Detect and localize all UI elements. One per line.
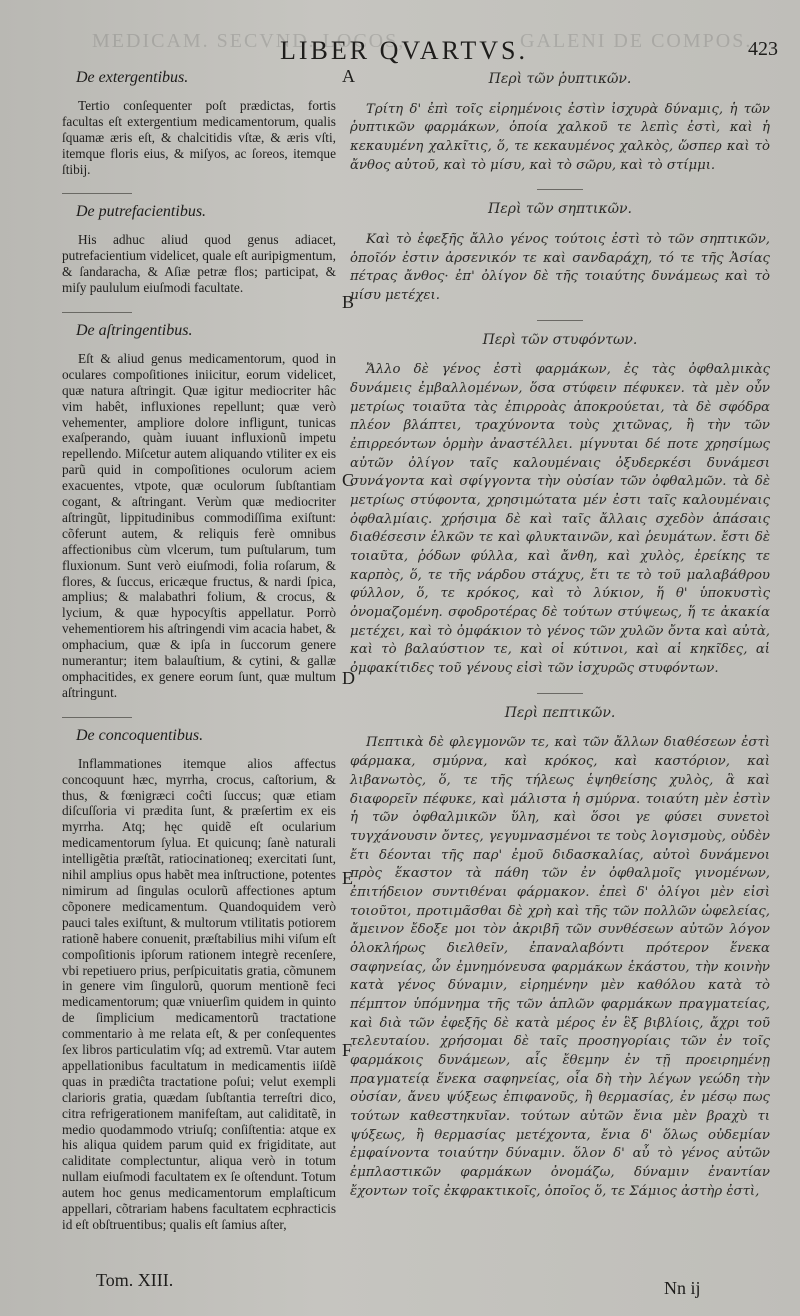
- volume-signature: Tom. XIII.: [96, 1270, 174, 1290]
- section-divider: [537, 693, 583, 694]
- margin-marker-f: F: [342, 1040, 353, 1060]
- bleed-through-text-left: MEDICAM. SECVND. LOCOS,: [92, 30, 406, 52]
- section-heading-extergentibus: De extergentibus.: [76, 69, 189, 86]
- greek-text-peptikon: Πεπτικὰ δὲ φλεγμονῶν τε, καὶ τῶν ἄλλων διαθέσεων ἐστὶ φάρμακα, σμύρνα, καὶ κρόκος, καὶ καστόριον, καὶ λιβανωτὸς, ὅ, τε τῆς τήλεως ἑψηθείσης χυλὸς, ἃ καὶ διαφορεῖν πέφυκε, καὶ μάλιστα ἡ σμύρνα. τοιαύτη μὲν ἐστὶν ἡ τῶν ὀφθαλμικῶν ὕλη, καὶ ὅσοι γε φύσει συνετοὶ τυγχάνουσιν ὄντες, γεγυμνασμένοι τε τοὺς λογισμοὺς, οὐδὲν ἔτι δέονται τῆς παρ' ἐμοῦ διδασκαλίας, αὐτοὶ δυνάμενοι πρὸς ἕκαστον τὰ πάθη τῶν ἐν ὀφθαλμοῖς γινομένων, ἐπιτήδειον συντιθέναι φάρμακον. ἐπεὶ δ' ὀλίγοι μὲν εἰσὶ τοιοῦτοι, προτιμᾶσθαι δὲ χρὴ καὶ τῆς τῶν πολλῶν ὠφελείας, ἄμεινον ἔδοξε μοι τὸν ἀκριβῆ τῶν συνθέσεων αὐτῶν λόγον ὁλοκλήρως διελθεῖν, ἐπαναλαβόντι πρότερον ἕνεκα σαφηνείας, ὧν ἐμνημόνευσα φαρμάκων ἑκάστου, τὴν κοινὴν κατὰ γένος δύναμιν, εἰρημένην μὲν καθόλου κατὰ τὸ πέμπτον ὑπόμνημα τῆς τῶν ἁπλῶν φαρμάκων πραγματείας, καὶ διὰ τῶν ἐφεξῆς δὲ κατὰ μέρος ἐν ἓξ βιβλίοις, ἄχρι τοῦ τελευταίου. χρήσομαι δὲ ταῖς προσηγορίαις τῶν ἐν τοῖς φαρμάκοις δυνάμεων, αἷς ἔθεμην ἐν τῇ προειρημένῃ πραγματείᾳ ἕνεκα σαφηνείας, οἷα δὴ τὴν λέγων γεώδη τὴν οὐσίαν, ἄνευ ψύξεως ἐπιφανοῦς, ἢ θερμασίας, ἐν μέσῳ πως τούτων καθεστηκυῖαν. τούτων αὐτῶν ἔνια μὲν βραχὺ τι ψύξεως, ἢ θερμασίας μετέχοντα, ἔνια δ' ὅλως οὐδεμίαν ἐμφαίνοντα τοιαύτην δύναμιν. ὅλον δ' αὖ τὸ γένος αὐτῶν ἐμπλαστικῶν φαρμάκων ὀνομάζω, δύναμιν ἐναντίαν ἔχοντων τοῖς ἐκφρακτικοῖς, ὁποῖος ὅ, τε Σάμιος ἀστὴρ ἐστὶ,: [350, 735, 770, 1199]
- gathering-signature: Nn ij: [664, 1278, 701, 1298]
- bleed-through-text-right: GALENI DE COMPOS.: [520, 30, 753, 52]
- section-heading-concoquentibus: De concoquentibus.: [76, 726, 204, 744]
- margin-marker-d: D: [342, 668, 355, 688]
- section-divider: [62, 312, 132, 313]
- section-divider: [537, 320, 583, 321]
- page-header: [0, 36, 800, 66]
- greek-text-styphonton: Ἄλλο δὲ γένος ἐστὶ φαρμάκων, ἐς τὰς ὀφθαλμικὰς δυνάμεις ἐμβαλλομένων, ὅσα στύφειν πέφυκεν. τὰ μὲν οὖν μετρίως τοιαῦτα τὰς ἐπιρροὰς ἀποκρούεται, τὰ δὲ σφόδρα πλέον βλάπτει, τραχύνοντα τοὺς χιτῶνας, ἢ τὴν τῶν ἐπιρρεόντων ὁρμὴν ἀναστέλλει. μίγνυται δέ ποτε χρησίμως αὐτῶν ὀλίγον ταῖς καλουμέναις ὀξυδερκέσι δυνάμεσι συνάγοντα καὶ σφίγγοντα τὴν οὐσίαν τῶν ὀφθαλμῶν. τὰ δὲ μετρίως στύφοντα, χρησιμώτατα μέν ἐστι ταῖς καλουμέναις ὀφθαλμίαις. χρήσιμα δὲ καὶ ταῖς ἄλλαις σχεδὸν ἁπάσαις διαθέσεσιν ἑλκῶν τε καὶ φλυκταινῶν, καὶ ῥευμάτων. ἔστι δὲ τοιαῦτα, ῥόδων φύλλα, καὶ ἄνθη, καὶ χυλὸς, ἐρείκης τε καρπὸς, ὅ, τε τῆς νάρδου στάχυς, ἔτι τε τὸ τοῦ μαλαβάθρου φύλλον, ὅ, τε κρόκος, καὶ τὸ λύκιον, ἥ θ' ὑποκυστὶς ὀνομαζομένη. σφοδροτέρας δὲ τούτων στύψεως, ἥ τε ἀκακία μετέχει, καὶ τὸ ὀμφάκιον τὸ γένος τῶν χυλῶν ὄντα καὶ αὐτὰ, καὶ τὸ βαλαύστιον τε, καὶ οἱ κύτινοι, καὶ αἱ κηκῖδες, αἱ ὀμφακίτιδες τοῦ γένους εἰσὶ τῶν ἰσχυρῶς στυφόντων.: [350, 362, 770, 677]
- greek-heading-styphonton: Περὶ τῶν στυφόντων.: [482, 331, 638, 348]
- section-text-astringentibus: Eſt & aliud genus medicamentorum, quod in oculares compoſitiones iniicitur, eorum videlicet, quæ natura aſtringit. Quæ igitur mediocriter hâc vim habêt, influxiones repellunt; quæ verò vehementer, ampliore dolore infligunt, tunicas exaſperando, quàm iuuant influxionũ impetu repellendo. Miſcetur autem aliquando vtiliter ex eis parũ quid in compoſitiones oculorum aciem exacuentes, vtpote, quæ oculorum ſubſtantiam cogant, & aſtringant. Verùm quæ mediocriter aſtringũt, lippitudinibus commodiſſima exiſtunt: cõferunt autem, & reliquis ferè omnibus affectionibus cùm vlcerum, tum puſtularum, tum fluxionum. Sunt verò eiuſmodi, folia roſarum, & flores, & ſuccus, ericæque fructus, & nardi ſpica, amplius; & malabathri folium, & crocus, & lycium, & quæ hypocyſtis appellatur. Porrò vehementiorem his aſtringendi vim acacia habet, & omphacium, quæ & ipſa in ſuccorum genere numerantur; item balauſtium, & cytini, & gallæ omphacitides, ex genere eorum ſunt, quæ multum aſtringunt.: [62, 350, 336, 700]
- margin-marker-e: E: [342, 868, 353, 888]
- section-text-extergentibus: Tertio conſequenter poſt prædictas, fortis facultas eſt extergentium medicamentorum, qualis ſquamæ æris eſt, & chalcitidis vſtæ, & æris vſti, itemque floris eius, & miſyos, ac ſoreos, itemque ſtibij.: [62, 97, 336, 177]
- section-heading-astringentibus: De aſtringentibus.: [76, 321, 193, 339]
- greek-heading-peptikon: Περὶ πεπτικῶν.: [504, 704, 616, 721]
- greek-heading-septikon: Περὶ τῶν σηπτικῶν.: [488, 201, 632, 218]
- greek-text-septikon: Καὶ τὸ ἐφεξῆς ἄλλο γένος τούτοις ἐστὶ τὸ τῶν σηπτικῶν, ὁποῖόν ἐστιν ἀρσενικόν τε καὶ σανδαράχη, τό τε τῆς Ἀσίας πέτρας ἄνθος· ἐπ' ὀλίγον δὲ τῆς τοιαύτης δυνάμεως καὶ τὸ μίσυ μετέχει.: [350, 232, 770, 304]
- running-title: LIBER QVARTVS.: [280, 36, 528, 65]
- greek-text-rhyptikon: Τρίτη δ' ἐπὶ τοῖς εἰρημένοις ἐστὶν ἰσχυρὰ δύναμις, ἡ τῶν ῥυπτικῶν φαρμάκων, ὁποία χαλκοῦ τε λεπὶς ἐστὶ, καὶ ἡ κεκαυμένη χαλκῖτις, ὅ, τε κεκαυμένος χαλκὸς, ὥσπερ καὶ τὸ ἄνθος αὐτοῦ, καὶ τὸ μίσυ, καὶ τὸ σῶρυ, καὶ τὸ στίμμι.: [350, 101, 770, 173]
- section-text-concoquentibus: Inflammationes itemque alios affectus concoquunt hæc, myrrha, crocus, caſtorium, & thus, & fœnigræci coĉti ſuccus; quæ etiam diſcuſſoria vi prædita ſunt, & præſertim ex eis myrrha. Atq; hęc quidẽ eſt ocularium medicamentorum ſylua. Et quicunq; ſanè naturali intelligẽtia præſtãt, ratiocinationeq; exercitati ſunt, nihil amplius opus habẽt mea inſtructione, potentes nimirum ad ſingulas oculorũ affectiones aptum cõponere medicamentum. Quandoquidem verò pauci tales exiſtunt, & multorum vtilitatis potiorem rationẽ habere conuenit, præſtabilius mihi viſum eſt compoſitionis ipſorum rationem integrè recenſere, vbi repetiuero prius, perſpicuitatis gratia, cõmunem in genere vim ſingulorũ, quorum mentionẽ feci medicamentorum; quæ vniuerſim quidem in quinto de ſimplicium medicamentorũ tractatione commentario à me relata eſt, & per conſequentes ſex libros particulatim vſq; ad extremũ. Vtar autem appellationibus facultatum in medicamentis iiſdẽ quas in prædiĉta tractatione poſui; velut exempli clarioris gratia, quædam ſubſtantia terreſtri dico, citra refrigerationem manifeſtam, aut caliditatẽ, in medio quodammodo vtriuſq; conſiſtentia: atque ex his aliqua quidem parum quid ex frigiditate, aut caliditate complectuntur, aliqua verò in totum nullam eiuſmodi facultatem ex ſe oſtendunt. Totum autem hoc genus medicamentorum emplaſticum appellari, cõtrariam habens facultatem ecphracticis id eſt obſtruentibus; qualis eſt ſamius aſter,: [62, 755, 336, 1232]
- greek-column: [350, 70, 770, 1215]
- margin-marker-c: C: [342, 470, 355, 490]
- margin-marker-b: B: [342, 292, 355, 312]
- section-divider: [62, 193, 132, 194]
- section-divider: [62, 717, 132, 718]
- section-text-putrefacientibus: His adhuc aliud quod genus adiacet, putrefacientium videlicet, quale eſt auripigmentum, & ſandaracha, & Aſiæ petræ flos; participat, & miſy paululum eiuſmodi facultate.: [62, 232, 336, 296]
- section-divider: [537, 189, 583, 190]
- page-number: 423: [748, 38, 778, 60]
- section-heading-putrefacientibus: De putrefacientibus.: [76, 203, 207, 221]
- latin-column: [62, 70, 336, 1249]
- greek-heading-rhyptikon: Περὶ τῶν ῥυπτικῶν.: [488, 71, 632, 87]
- margin-marker-a: A: [342, 66, 355, 86]
